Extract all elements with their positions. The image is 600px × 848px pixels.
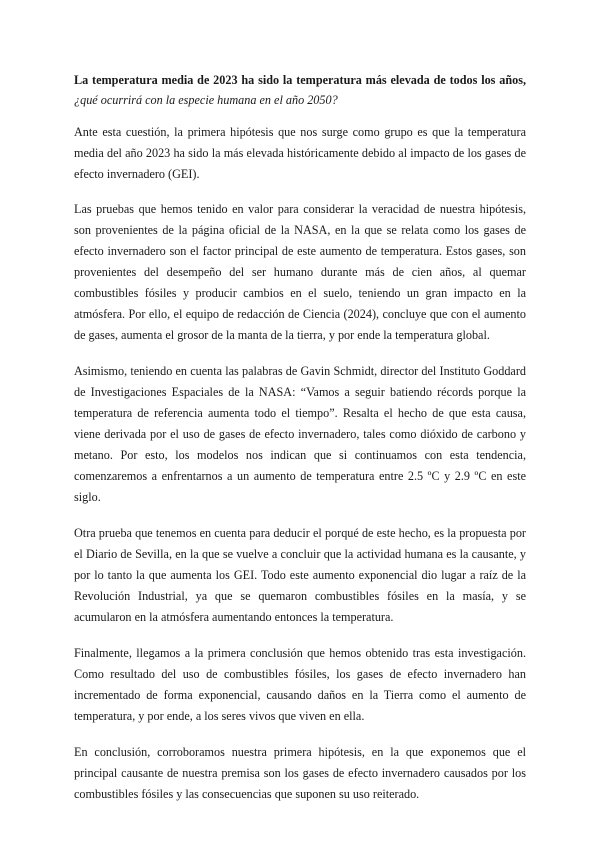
paragraph-nasa-evidence: Las pruebas que hemos tenido en valor para considerar la veracidad de nuestra hipótesis, son provenientes de la página oficial de la NASA, en la que se relata como los gases de efecto invernadero son el factor principal de este aumento de temperatura. Estos gases, son provenientes del desempeño del ser humano durante más de cien años, al quemar combustibles fósiles y producir cambios en el suelo, teniendo un gran impacto en la atmósfera. Por ello, el equipo de redacción de Ciencia (2024), concluye que con el aumento de gases, aumenta el grosor de la manta de la tierra, y por ende la temperatura global.	[74, 202, 526, 342]
paragraph-gavin-schmidt: Asimismo, teniendo en cuenta las palabras de Gavin Schmidt, director del Instituto Goddard de Investigaciones Espaciales de la NASA: “Vamos a seguir batiendo récords porque la temperatura de referencia aumenta todo el tiempo”. Resalta el hecho de que esta causa, viene derivada por el uso de gases de efecto invernadero, tales como dióxido de carbono y metano. Por esto, los modelos nos indican que si continuamos con esta tendencia, comenzaremos a enfrentarnos a un aumento de temperatura entre 2.5 ºC y 2.9 ºC en este siglo.	[74, 364, 526, 504]
paragraph-hypothesis: Ante esta cuestión, la primera hipótesis que nos surge como grupo es que la temperatura media del año 2023 ha sido la más elevada históricamente debido al impacto de los gases de efecto invernadero (GEI).	[74, 125, 526, 181]
paragraph-diario-sevilla: Otra prueba que tenemos en cuenta para deducir el porqué de este hecho, es la propuesta por el Diario de Sevilla, en la que se vuelve a concluir que la actividad humana es la causante, y por lo tanto la que aumenta los GEI. Todo este aumento exponencial dio lugar a raíz de la Revolución Industrial, ya que se quemaron combustibles fósiles en la masía, y se acumularon en la atmósfera aumentando entonces la temperatura.	[74, 526, 526, 624]
paragraph-first-conclusion: Finalmente, llegamos a la primera conclusión que hemos obtenido tras esta investigación. Como resultado del uso de combustibles fósiles, los gases de efecto invernadero han incrementado de forma exponencial, causando daños en la Tierra como el aumento de temperatura, y por ende, a los seres vivos que viven en ella.	[74, 646, 526, 723]
document-title: La temperatura media de 2023 ha sido la temperatura más elevada de todos los años,	[74, 73, 526, 87]
document-subtitle: ¿qué ocurrirá con la especie humana en el año 2050?	[74, 93, 338, 107]
document-page	[74, 70, 526, 820]
paragraph-final-conclusion: En conclusión, corroboramos nuestra primera hipótesis, en la que exponemos que el principal causante de nuestra premisa son los gases de efecto invernadero causados por los combustibles fósiles y las consecuencias que suponen su uso reiterado.	[74, 745, 526, 801]
